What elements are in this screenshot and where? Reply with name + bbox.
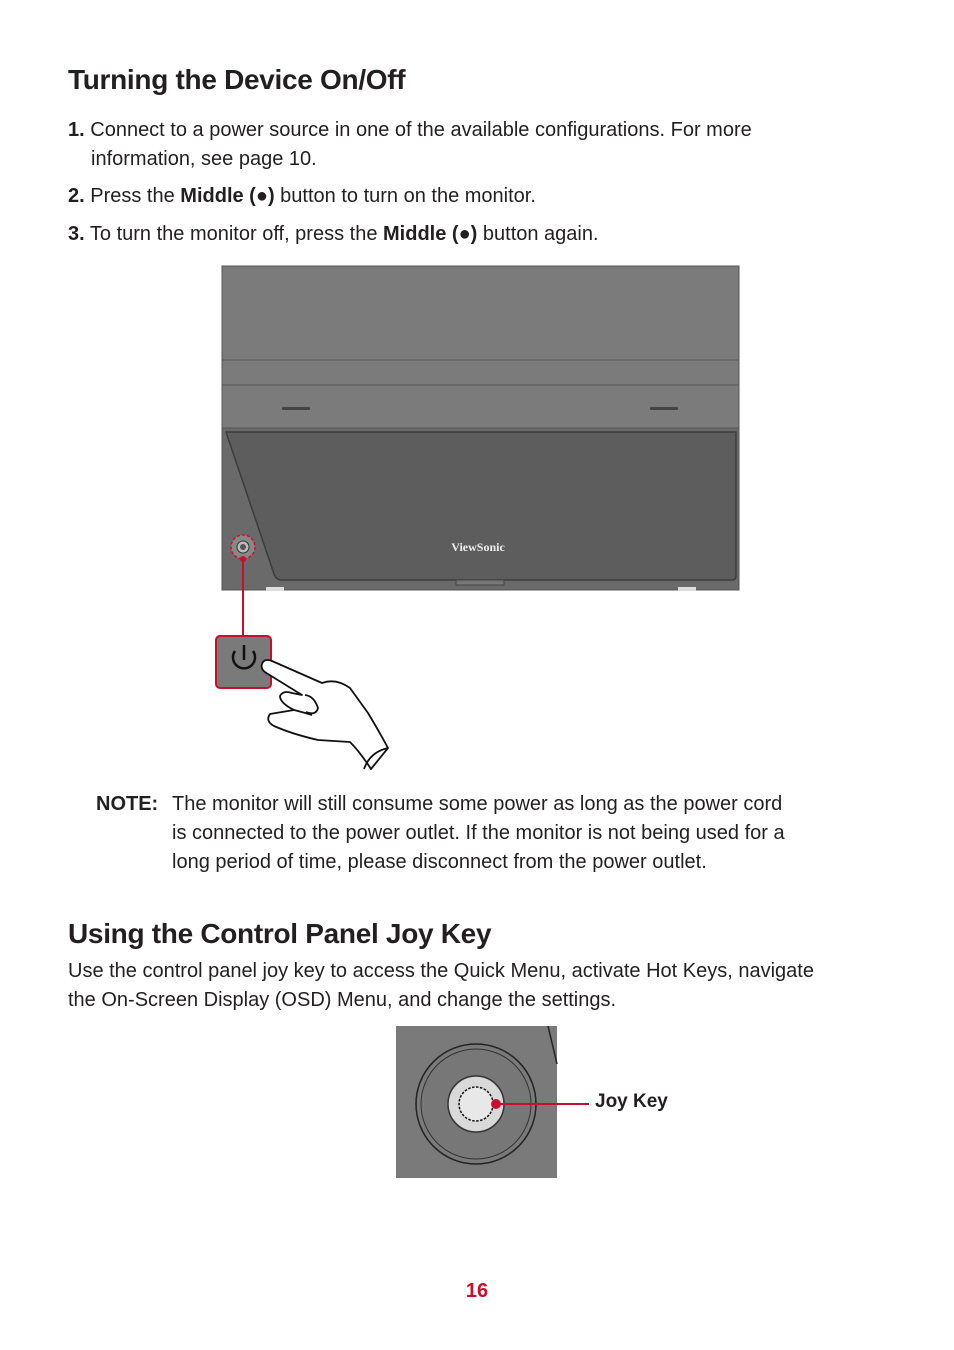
note-text: is connected to the power outlet. If the monitor is not being used for a bbox=[172, 822, 785, 844]
joy-key-knurl bbox=[459, 1087, 493, 1121]
step-number: 2. bbox=[68, 185, 85, 207]
section-title-turning-on-off: Turning the Device On/Off bbox=[68, 64, 406, 95]
section-title-joy-key: Using the Control Panel Joy Key bbox=[68, 918, 492, 949]
callout-dot bbox=[240, 556, 246, 562]
bottom-port bbox=[456, 580, 504, 585]
step-3 bbox=[68, 220, 848, 249]
intro-text: Use the control panel joy key to access the Quick Menu, activate Hot Keys, navigate bbox=[68, 960, 814, 982]
step-text: Connect to a power source in one of the available configurations. For more bbox=[90, 119, 752, 141]
step-1 bbox=[68, 116, 848, 174]
hand-pointing-icon bbox=[262, 660, 388, 769]
step-2 bbox=[68, 182, 848, 211]
step-number: 3. bbox=[68, 223, 85, 245]
middle-dot-icon: ● bbox=[458, 223, 471, 245]
note-text: long period of time, please disconnect from the power outlet. bbox=[172, 851, 707, 873]
monitor-back-illustration bbox=[210, 262, 750, 772]
step-text-end: button again. bbox=[477, 223, 599, 245]
joy-key-label: Joy Key bbox=[595, 1091, 668, 1112]
intro-text: the On-Screen Display (OSD) Menu, and change the settings. bbox=[68, 989, 617, 1011]
bold-close: ) bbox=[267, 185, 275, 207]
joy-key-closeup-illustration bbox=[396, 1026, 596, 1178]
middle-button-label: Middle ( bbox=[180, 185, 256, 207]
foot bbox=[266, 587, 284, 591]
joy-key-intro bbox=[68, 957, 898, 1015]
joy-key-dot bbox=[240, 544, 246, 550]
foot bbox=[678, 587, 696, 591]
middle-button-label: Middle ( bbox=[383, 223, 459, 245]
vent-slot bbox=[650, 407, 678, 410]
step-text-continued: information, see page 10. bbox=[91, 148, 317, 170]
monitor-stand-body bbox=[222, 266, 739, 428]
note-block bbox=[96, 790, 886, 877]
monitor-back-panel bbox=[226, 432, 736, 580]
bold-close: ) bbox=[470, 223, 478, 245]
page-number: 16 bbox=[465, 1280, 489, 1302]
vent-slot bbox=[282, 407, 310, 410]
step-text: Press the bbox=[90, 185, 181, 207]
note-text: The monitor will still consume some power as long as the power cord bbox=[172, 793, 783, 815]
joy-callout-dot bbox=[491, 1099, 501, 1109]
brand-logo: ViewSonic bbox=[451, 540, 505, 554]
step-number: 1. bbox=[68, 119, 85, 141]
step-text-end: button to turn on the monitor. bbox=[274, 185, 536, 207]
middle-dot-icon: ● bbox=[255, 185, 268, 207]
note-label: NOTE: bbox=[96, 793, 159, 815]
step-text: To turn the monitor off, press the bbox=[89, 223, 384, 245]
